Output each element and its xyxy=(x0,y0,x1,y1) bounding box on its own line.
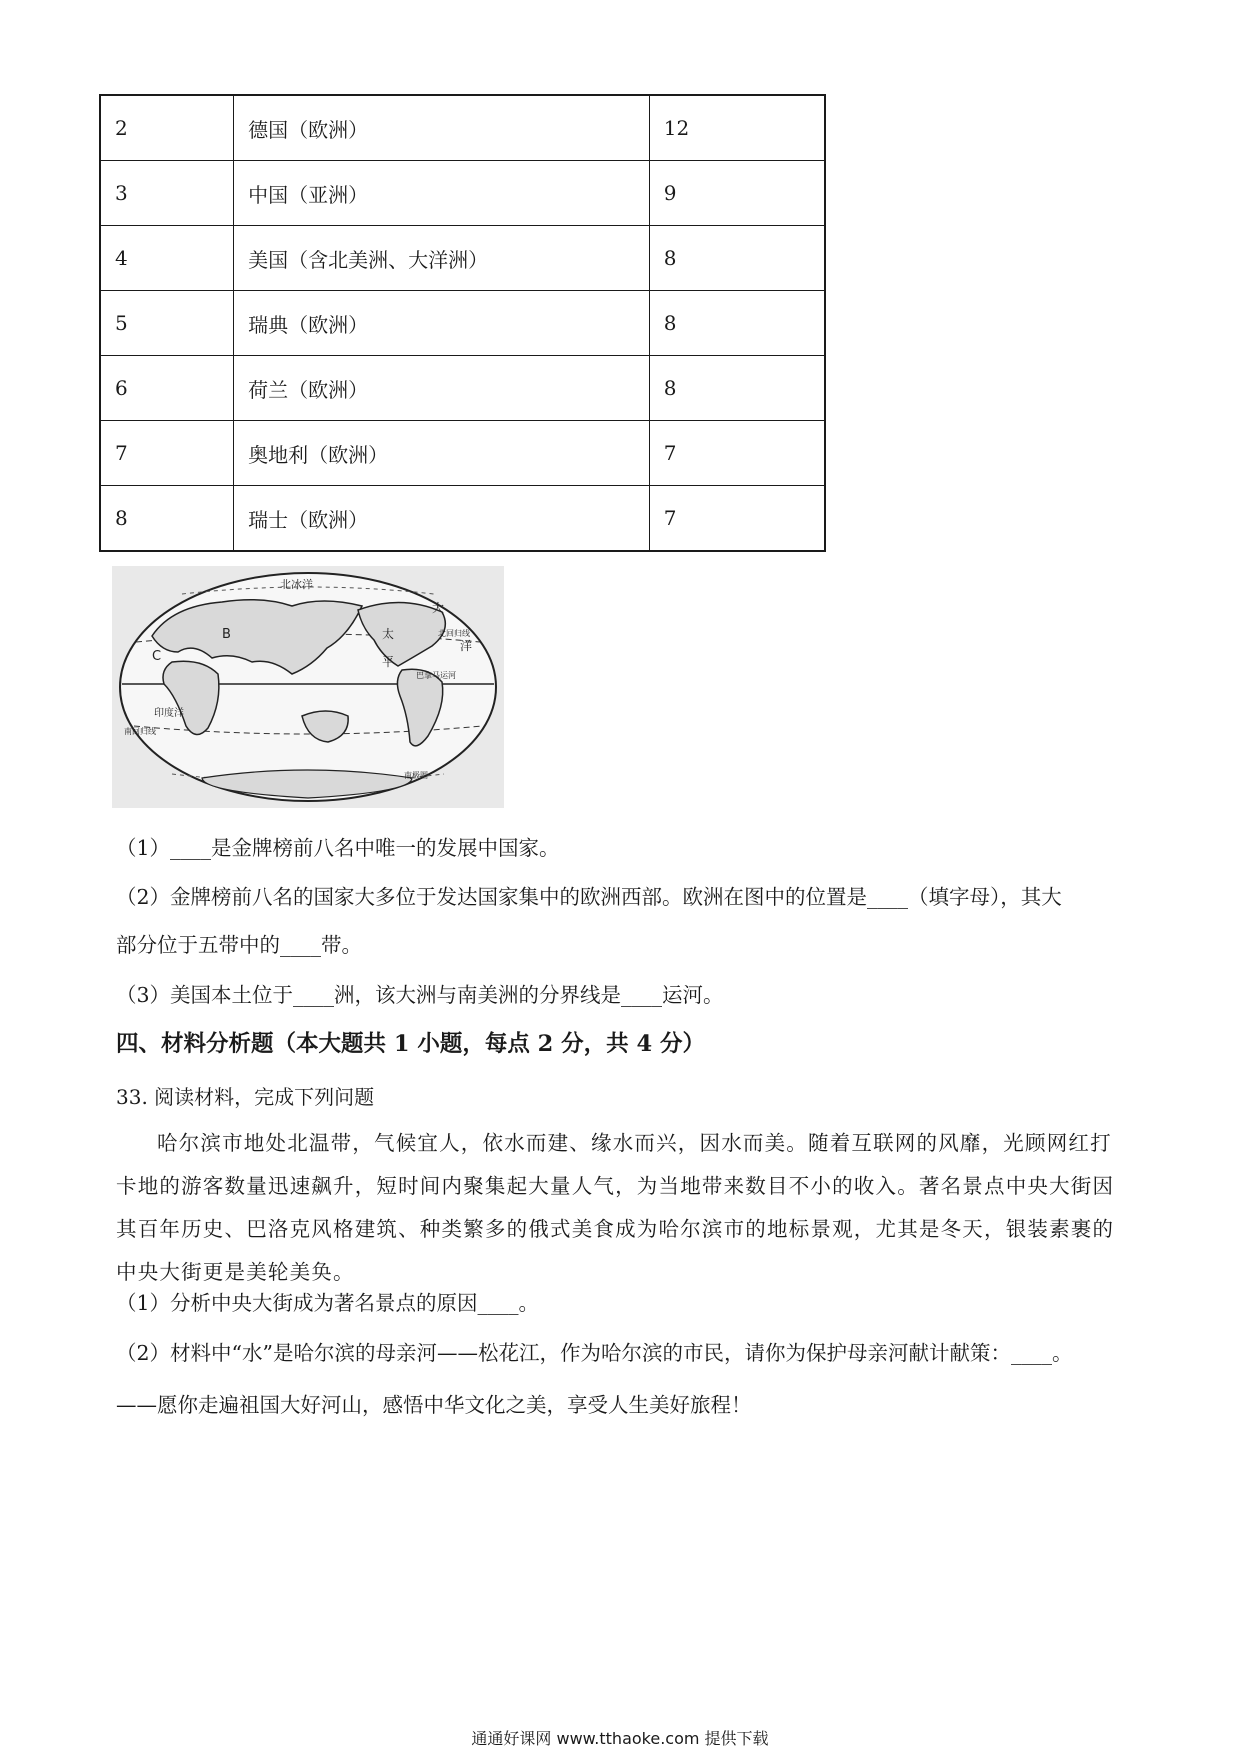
rank-cell: 3 xyxy=(100,161,234,226)
label-b: B xyxy=(222,627,231,642)
country-cell: 奥地利（欧洲） xyxy=(234,421,650,486)
country-cell: 荷兰（欧洲） xyxy=(234,356,650,421)
label-antarctic: 南极圈 xyxy=(404,771,428,780)
closing-line: ——愿你走遍祖国大好河山，感悟中华文化之美，享受人生美好旅程！ xyxy=(116,1393,752,1417)
table-row xyxy=(100,95,825,161)
question-33-1: （1）分析中央大街成为著名景点的原因____。 xyxy=(116,1291,540,1315)
medal-count-cell: 7 xyxy=(649,486,825,552)
country-cell: 美国（含北美洲、大洋洲） xyxy=(234,226,650,291)
medal-count-cell: 8 xyxy=(649,226,825,291)
question-33-material: 哈尔滨市地处北温带，气候宜人，依水而建、缘水而兴，因水而美。随着互联网的风靡，光顾网红打卡地的游客数量迅速飙升，短时间内聚集起大量人气，为当地带来数目不小的收入。著名景点中央大街因其百年历史、巴洛克风格建筑、种类繁多的俄式美食成为哈尔滨市的地标景观，尤其是冬天，银装素裹的中央大街更是美轮美奂。 xyxy=(116,1131,1115,1284)
label-indian: 印度洋 xyxy=(154,708,184,719)
medal-count-cell: 9 xyxy=(649,161,825,226)
label-arctic: 北冰洋 xyxy=(280,578,313,591)
table-row xyxy=(100,161,825,226)
table-row xyxy=(100,356,825,421)
medal-table-body xyxy=(100,95,825,551)
country-cell: 德国（欧洲） xyxy=(234,95,650,161)
medal-count-cell: 8 xyxy=(649,356,825,421)
label-pacific-3: 平 xyxy=(382,655,395,669)
question-33-title: 33. 阅读材料，完成下列问题 xyxy=(116,1085,375,1109)
country-cell: 瑞士（欧洲） xyxy=(234,486,650,552)
rank-cell: 7 xyxy=(100,421,234,486)
country-cell: 中国（亚洲） xyxy=(234,161,650,226)
table-row xyxy=(100,421,825,486)
label-north-tropic: 北回归线 xyxy=(438,629,470,638)
label-pacific-1: 大 xyxy=(432,601,445,615)
label-pacific-4: 洋 xyxy=(460,639,473,653)
rank-cell: 2 xyxy=(100,95,234,161)
label-pacific-2: 太 xyxy=(382,627,395,641)
medal-count-cell: 12 xyxy=(649,95,825,161)
medal-count-cell: 7 xyxy=(649,421,825,486)
label-c: C xyxy=(152,649,162,664)
question-32-3: （3）美国本土位于____洲，该大洲与南美洲的分界线是____运河。 xyxy=(116,983,724,1007)
country-cell: 瑞典（欧洲） xyxy=(234,291,650,356)
section-4-heading: 四、材料分析题（本大题共 1 小题，每点 2 分，共 4 分） xyxy=(116,1031,705,1057)
label-panama: 巴拿马运河 xyxy=(416,671,456,680)
rank-cell: 4 xyxy=(100,226,234,291)
question-32-2-line2: 部分位于五带中的____带。 xyxy=(116,933,362,957)
question-33-2: （2）材料中“水”是哈尔滨的母亲河——松花江，作为哈尔滨的市民，请你为保护母亲河献计献策：____。 xyxy=(116,1341,1073,1365)
antarctica-shape xyxy=(202,770,412,798)
rank-cell: 8 xyxy=(100,486,234,552)
question-32-2-line1: （2）金牌榜前八名的国家大多位于发达国家集中的欧洲西部。欧洲在图中的位置是____（填字母），其大 xyxy=(116,885,1062,909)
table-row xyxy=(100,486,825,552)
rank-cell: 5 xyxy=(100,291,234,356)
footer: 通通好课网 www.tthaoke.com 提供下载 xyxy=(471,1729,769,1748)
world-map xyxy=(112,566,504,808)
table-row xyxy=(100,291,825,356)
world-map-drawing xyxy=(112,566,504,808)
medal-count-cell: 8 xyxy=(649,291,825,356)
question-32-1: （1）____是金牌榜前八名中唯一的发展中国家。 xyxy=(116,836,560,860)
medal-table xyxy=(99,94,826,552)
table-row xyxy=(100,226,825,291)
label-south-tropic: 南回归线 xyxy=(124,727,156,736)
rank-cell: 6 xyxy=(100,356,234,421)
